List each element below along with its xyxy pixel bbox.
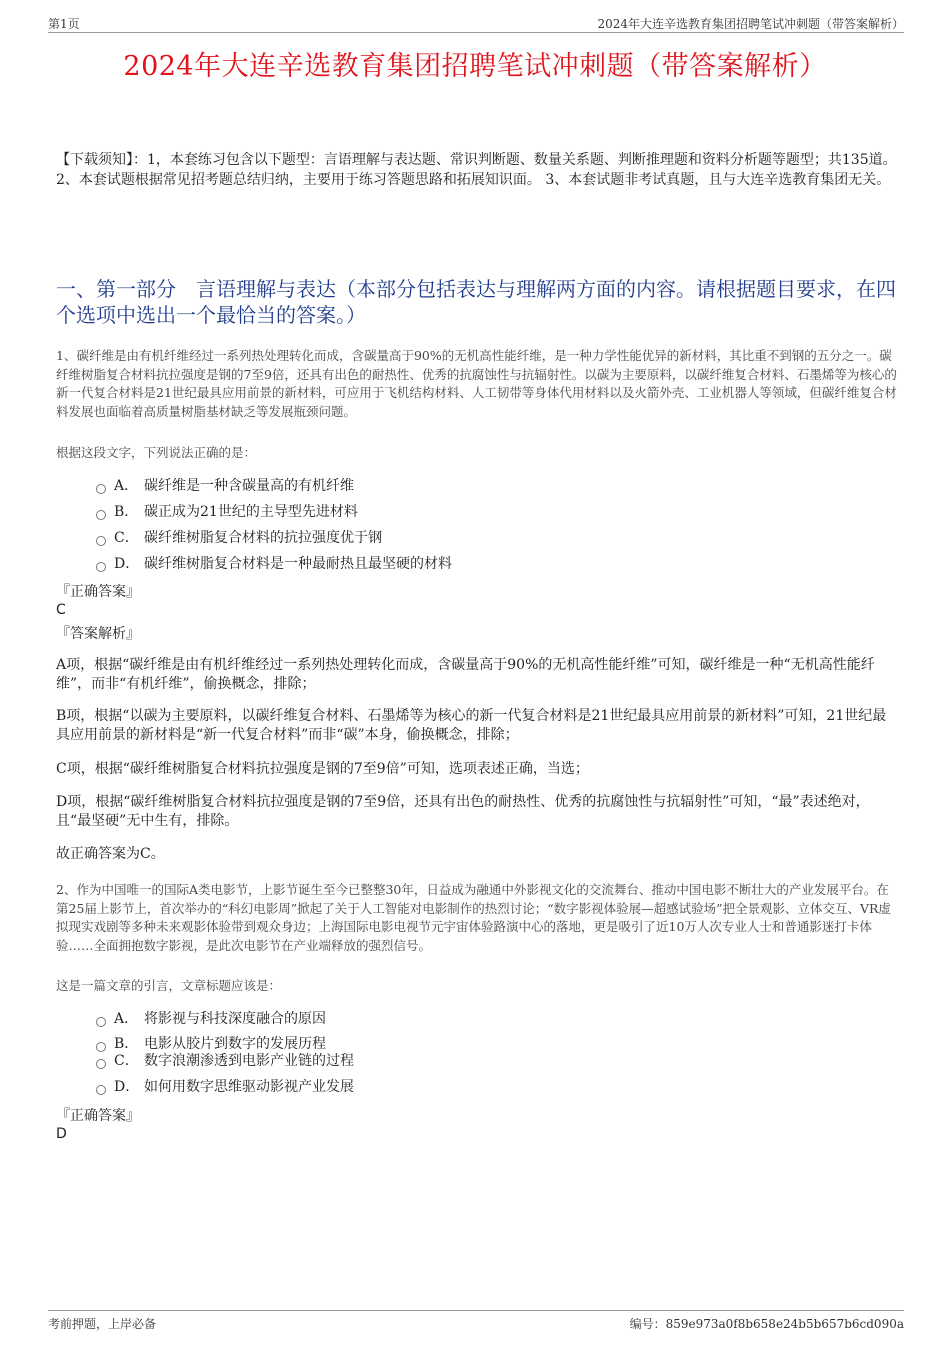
question-2-option-c[interactable] [96,1051,354,1071]
question-1-option-d[interactable] [96,554,452,574]
page-footer [48,1310,904,1331]
option-letter: B． [114,504,139,520]
question-1-explanation-b: B项，根据“以碳为主要原料，以碳纤维复合材料、石墨烯等为核心的新一代复合材料是21世纪最具应用前景的新材料”可知，21世纪最具应用前景的新材料是“新一代复合材料”而非“碳”本身，偷换概念，排除； [56,708,887,743]
section-title: 一、第一部分 言语理解与表达（本部分包括表达与理解两方面的内容。请根据题目要求，在四个选项中选出一个最恰当的答案。） [56,277,896,327]
option-letter: A． [114,1011,139,1027]
option-letter: B． [114,1036,139,1052]
option-text: 如何用数字思维驱动影视产业发展 [144,1079,354,1095]
question-1-answer: C [56,602,66,618]
question-1-explain-label: 『答案解析』 [56,626,140,642]
option-text: 电影从胶片到数字的发展历程 [144,1036,326,1052]
question-2-option-a[interactable] [96,1009,326,1029]
question-2-text: 2、作为中国唯一的国际A类电影节，上影节诞生至今已整整30年，日益成为融通中外影视文化的交流舞台、推动中国电影不断壮大的产业发展平台。在第25届上影节上，首次举办的“科幻电影周”掀起了关于人工智能对电影制作的热烈讨论；“数字影视体验展—超感试验场”把全景观影、立体交互、VR虚拟现实戏剧等多种未来观影体验带到观众身边；上海国际电影电视节元宇宙体验路演中心的落地，更是吸引了近10万人次专业人士和普通影迷打卡体验……全面拥抱数字影视，是此次电影节在产业端释放的强烈信号。 [56,882,891,953]
page-number: 第1页 [48,17,80,31]
question-2-prompt: 这是一篇文章的引言，文章标题应该是： [56,978,282,993]
question-1-explanation-a: A项，根据“碳纤维是由有机纤维经过一系列热处理转化而成，含碳量高于90%的无机高性能纤维”可知，碳纤维是一种“无机高性能纤维”，而非“有机纤维”，偷换概念，排除； [56,657,875,692]
question-1-conclusion: 故正确答案为C。 [56,846,165,862]
option-letter: C． [114,530,139,546]
option-text: 碳纤维树脂复合材料的抗拉强度优于钢 [144,530,382,546]
footer-slogan: 考前押题，上岸必备 [48,1317,157,1331]
header-doc-title: 2024年大连辛选教育集团招聘笔试冲刺题（带答案解析） [597,17,904,31]
radio-icon[interactable] [96,1059,106,1069]
option-letter: C． [114,1053,139,1069]
option-text: 碳正成为21世纪的主导型先进材料 [144,504,358,520]
question-2-option-d[interactable] [96,1077,354,1097]
question-1-option-a[interactable] [96,476,354,496]
document-title: 2024年大连辛选教育集团招聘笔试冲刺题（带答案解析） [123,51,827,82]
option-letter: D． [114,556,140,572]
option-text: 碳纤维是一种含碳量高的有机纤维 [144,478,354,494]
radio-icon[interactable] [96,510,106,520]
question-1-option-b[interactable] [96,502,358,522]
radio-icon[interactable] [96,484,106,494]
radio-icon[interactable] [96,562,106,572]
option-text: 将影视与科技深度融合的原因 [144,1011,326,1027]
radio-icon[interactable] [96,1085,106,1095]
question-1-answer-label: 『正确答案』 [56,584,140,600]
download-notice: 【下载须知】：1，本套练习包含以下题型：言语理解与表达题、常识判断题、数量关系题、判断推理题和资料分析题等题型；共135道。 2、本套试题根据常见招考题总结归纳，主要用于练习答题思路和拓展知识面。 3、本套试题非考试真题，且与大连辛选教育集团无关。 [56,152,897,188]
option-text: 碳纤维树脂复合材料是一种最耐热且最坚硬的材料 [144,556,452,572]
radio-icon[interactable] [96,1017,106,1027]
question-1-option-c[interactable] [96,528,382,548]
option-letter: D． [114,1079,140,1095]
question-1-explanation-d: D项，根据“碳纤维树脂复合材料抗拉强度是钢的7至9倍，还具有出色的耐热性、优秀的抗腐蚀性与抗辐射性”可知，“最”表述绝对，且“最坚硬”无中生有，排除。 [56,794,870,829]
option-letter: A． [114,478,139,494]
option-text: 数字浪潮渗透到电影产业链的过程 [144,1053,354,1069]
question-2-answer-label: 『正确答案』 [56,1108,140,1124]
question-1-explanation-c: C项，根据“碳纤维树脂复合材料抗拉强度是钢的7至9倍”可知，选项表述正确，当选； [56,761,589,777]
footer-code: 编号：859e973a0f8b658e24b5b657b6cd090a [629,1317,904,1331]
question-2-answer: D [56,1126,67,1142]
page-header [48,14,904,33]
question-1-text: 1、碳纤维是由有机纤维经过一系列热处理转化而成，含碳量高于90%的无机高性能纤维，是一种力学性能优异的新材料，其比重不到钢的五分之一。碳纤维树脂复合材料抗拉强度是钢的7至9倍，还具有出色的耐热性、优秀的抗腐蚀性与抗辐射性。以碳为主要原料，以碳纤维复合材料、石墨烯等为核心的新一代复合材料是21世纪最具应用前景的新材料，可应用于飞机结构材料、人工韧带等身体代用材料以及火箭外壳、工业机器人等领域，但碳纤维复合材料发展也面临着高质量树脂基材缺乏等发展瓶颈问题。 [56,348,897,419]
question-1-prompt: 根据这段文字，下列说法正确的是： [56,445,257,460]
radio-icon[interactable] [96,536,106,546]
